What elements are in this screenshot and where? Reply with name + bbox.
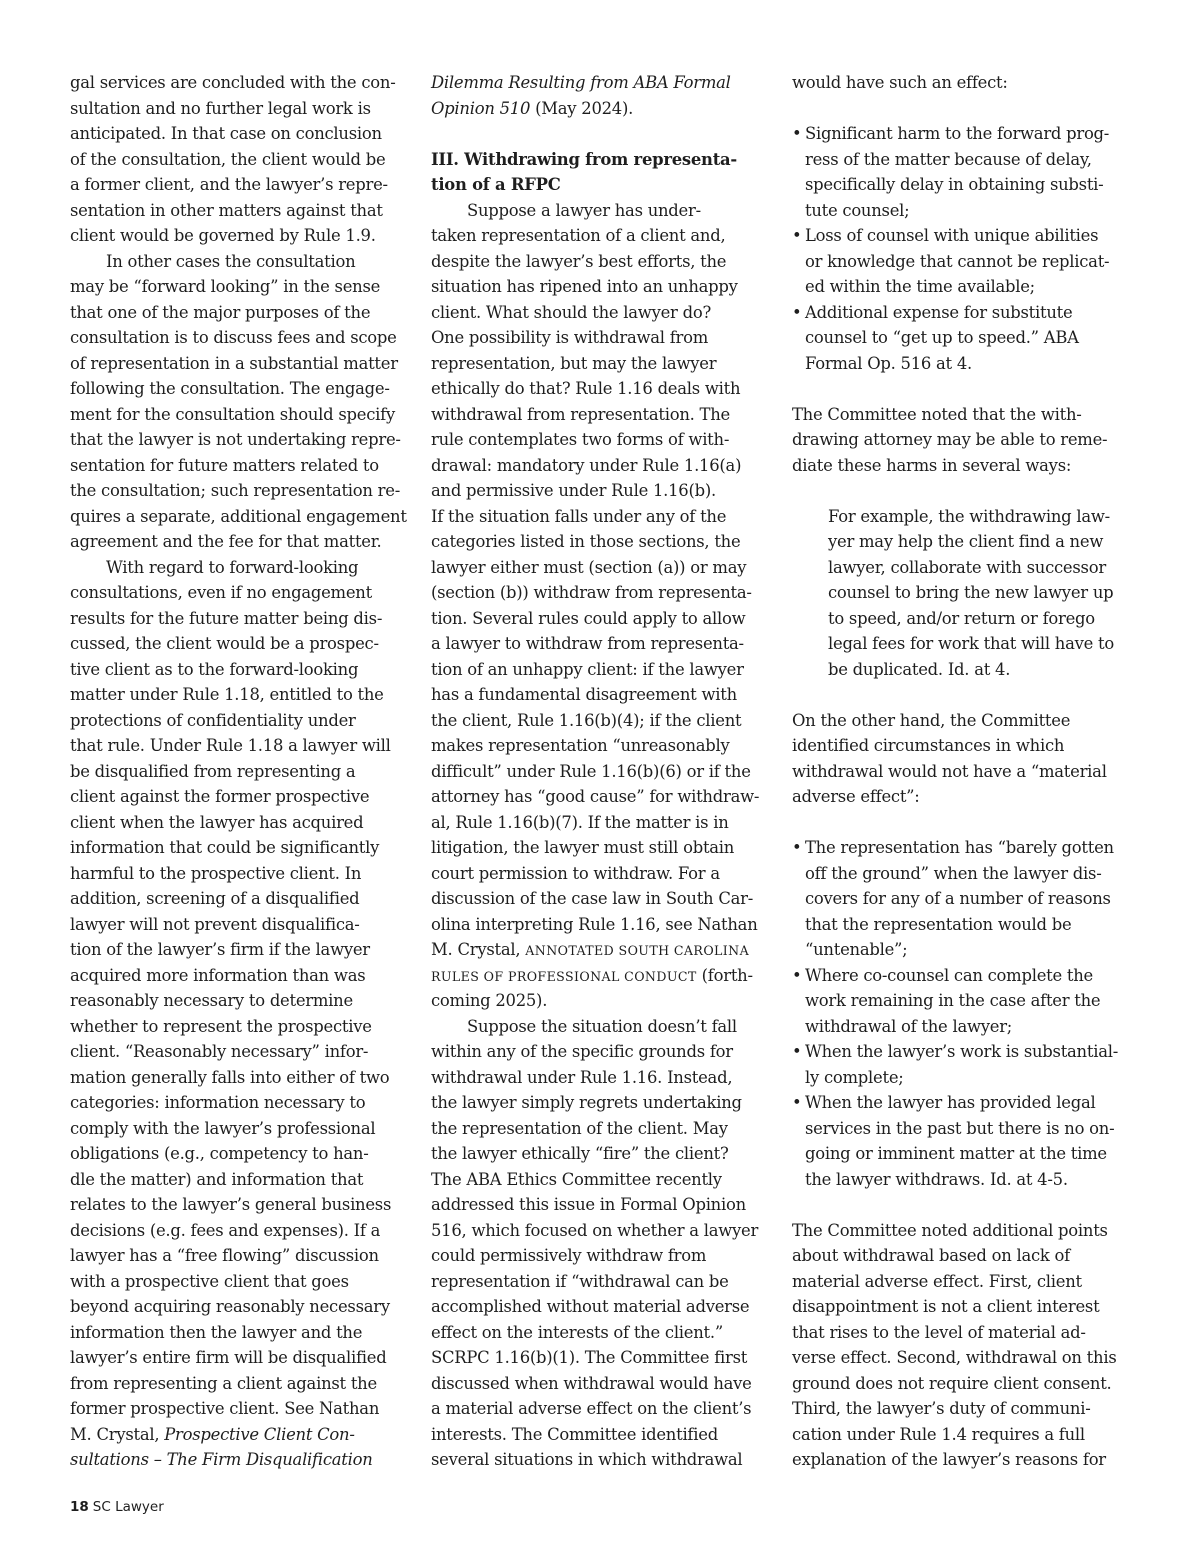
text-line: several situations in which withdrawal	[431, 1450, 743, 1469]
text-line: lawyer has a “free flowing” discussion	[70, 1246, 379, 1265]
text-line: SCRPC 1.16(b)(1). The Committee first	[431, 1348, 748, 1367]
bullet-list-line: “untenable”;	[805, 940, 908, 959]
text-line	[431, 937, 776, 963]
text-line: tion. Several rules could apply to allow	[431, 608, 746, 628]
bullet-list-line: ed within the time available;	[805, 277, 1035, 296]
bullet-list-line: • The representation has “barely gotten	[792, 835, 1132, 861]
text-line: of representation in a substantial matter	[70, 353, 398, 373]
section-heading-line: III. Withdrawing from representa-	[431, 149, 737, 169]
text-line: agreement and the fee for that matter.	[70, 532, 382, 551]
blockquote-line: counsel to bring the new lawyer up	[828, 583, 1114, 602]
text-line: makes representation “unreasonably	[431, 736, 730, 755]
bullet-list-line: ly complete;	[805, 1067, 904, 1087]
text-line: that one of the major purposes of the	[70, 302, 371, 322]
text-line: If the situation falls under any of the	[431, 506, 727, 526]
text-line: that rule. Under Rule 1.18 a lawyer will	[70, 736, 391, 755]
text-line: addition, screening of a disqualified	[70, 889, 360, 908]
text-line: attorney has “good cause” for withdraw-	[431, 787, 760, 806]
bullet-list-line: services in the past but there is no on-	[805, 1118, 1115, 1138]
text-line: obligations (e.g., competency to han-	[70, 1144, 369, 1163]
bullet-list-line: ress of the matter because of delay,	[805, 149, 1092, 169]
text-line: about withdrawal based on lack of	[792, 1246, 1070, 1265]
text-line: the client, Rule 1.16(b)(4); if the client	[431, 710, 742, 730]
text-line: Third, the lawyer’s duty of communi-	[792, 1399, 1091, 1418]
bullet-list-line: that the representation would be	[805, 914, 1072, 934]
text-line: within any of the specific grounds for	[431, 1042, 733, 1061]
text-line: cussed, the client would be a prospec-	[70, 634, 379, 653]
text-run: (May 2024).	[530, 98, 634, 118]
text-line: tive client as to the forward-looking	[70, 659, 359, 679]
text-line: information that could be significantly	[70, 838, 380, 857]
text-line: that rises to the level of material ad-	[792, 1322, 1086, 1342]
text-line: The Committee noted that the with-	[792, 404, 1082, 424]
text-line: diate these harms in several ways:	[792, 455, 1072, 475]
text-run: M. Crystal,	[431, 940, 526, 959]
text-line: Suppose the situation doesn’t fall	[467, 1016, 737, 1036]
text-line: (section (b)) withdraw from representa-	[431, 583, 752, 602]
text-line: decisions (e.g. fees and expenses). If a	[70, 1220, 381, 1240]
text-line: protections of confidentiality under	[70, 710, 356, 730]
text-line: The Committee noted additional points	[792, 1220, 1108, 1240]
text-line: lawyer’s entire firm will be disqualified	[70, 1348, 387, 1367]
text-line: categories: information necessary to	[70, 1093, 366, 1112]
blockquote-line: be duplicated. Id. at 4.	[828, 659, 1011, 679]
spacer	[792, 376, 1132, 402]
bullet-list-line: • Loss of counsel with unique abilities	[792, 223, 1132, 249]
text-line: olina interpreting Rule 1.16, see Nathan	[431, 914, 758, 934]
text-line: harmful to the prospective client. In	[70, 863, 362, 883]
text-line: reasonably necessary to determine	[70, 991, 353, 1010]
column-3	[792, 70, 1132, 1473]
text-line: With regard to forward-looking	[106, 557, 359, 577]
text-line: The ABA Ethics Committee recently	[431, 1169, 722, 1189]
bullet-list-line: • Additional expense for substitute	[792, 300, 1132, 326]
text-line: and permissive under Rule 1.16(b).	[431, 481, 716, 500]
text-line: litigation, the lawyer must still obtain	[431, 838, 735, 857]
text-line: drawal: mandatory under Rule 1.16(a)	[431, 455, 742, 475]
text-line: sentation for future matters related to	[70, 455, 379, 475]
text-line: a former client, and the lawyer’s repre-	[70, 175, 388, 194]
bullet-list-line: going or imminent matter at the time	[805, 1144, 1107, 1163]
text-line	[70, 1422, 410, 1448]
text-line: tion of an unhappy client: if the lawyer	[431, 659, 744, 679]
spacer	[792, 478, 1132, 504]
text-line: lawyer either must (section (a)) or may	[431, 557, 747, 577]
text-line: disappointment is not a client interest	[792, 1297, 1100, 1316]
text-line: difficult” under Rule 1.16(b)(6) or if the	[431, 761, 751, 781]
page-number: 18	[70, 1499, 89, 1515]
text-line: from representing a client against the	[70, 1373, 377, 1393]
text-line: ethically do that? Rule 1.16 deals with	[431, 379, 741, 398]
italic-run: sultations – The Firm Disqualification	[70, 1450, 373, 1469]
text-line: withdrawal from representation. The	[431, 404, 730, 424]
text-line: the lawyer simply regrets undertaking	[431, 1093, 742, 1112]
text-line: a material adverse effect on the client’s	[431, 1399, 752, 1418]
blockquote-line: lawyer, collaborate with successor	[828, 557, 1106, 577]
text-line: the representation of the client. May	[431, 1118, 728, 1138]
text-line: client. “Reasonably necessary” infor-	[70, 1042, 369, 1061]
text-line: client when the lawyer has acquired	[70, 812, 364, 832]
text-line: ground does not require client consent.	[792, 1373, 1112, 1393]
text-line: sentation in other matters against that	[70, 200, 383, 220]
text-line: discussion of the case law in South Car-	[431, 889, 754, 908]
text-line: would have such an effect:	[792, 73, 1008, 92]
text-line: One possibility is withdrawal from	[431, 328, 709, 347]
text-line: tion of the lawyer’s firm if the lawyer	[70, 940, 370, 959]
text-line: has a fundamental disagreement with	[431, 685, 737, 704]
text-line: cation under Rule 1.4 requires a full	[792, 1424, 1085, 1444]
text-line	[431, 963, 776, 989]
text-line: the consultation; such representation re-	[70, 481, 400, 500]
bullet-list-line: off the ground” when the lawyer dis-	[805, 863, 1102, 883]
spacer	[792, 810, 1132, 836]
text-line: anticipated. In that case on conclusion	[70, 124, 382, 143]
text-line: with a prospective client that goes	[70, 1271, 349, 1291]
small-caps-run: ANNOTATED SOUTH CAROLINA	[525, 943, 750, 958]
page-footer	[70, 1499, 164, 1515]
spacer	[792, 1192, 1132, 1218]
text-line: In other cases the consultation	[106, 251, 356, 271]
text-line: relates to the lawyer’s general business	[70, 1195, 392, 1214]
text-line: Suppose a lawyer has under-	[467, 200, 701, 220]
text-line: gal services are concluded with the con-	[70, 73, 396, 92]
bullet-list-line: Formal Op. 516 at 4.	[805, 353, 972, 373]
text-line: situation has ripened into an unhappy	[431, 277, 738, 296]
text-line: withdrawal under Rule 1.16. Instead,	[431, 1067, 733, 1087]
text-line: following the consultation. The engage-	[70, 379, 390, 398]
blockquote-line: to speed, and/or return or forego	[828, 608, 1095, 628]
text-line: client against the former prospective	[70, 787, 370, 806]
text-line: identified circumstances in which	[792, 736, 1065, 755]
text-line: sultation and no further legal work is	[70, 98, 371, 118]
text-line	[431, 70, 776, 96]
text-line: client would be governed by Rule 1.9.	[70, 226, 376, 245]
text-line: coming 2025).	[431, 991, 548, 1010]
column-2	[431, 70, 776, 1473]
publication-name: SC Lawyer	[92, 1499, 164, 1515]
text-line: representation if “withdrawal can be	[431, 1271, 729, 1291]
text-line: court permission to withdraw. For a	[431, 863, 720, 883]
bullet-list-line: specifically delay in obtaining substi-	[805, 175, 1104, 194]
text-line: categories listed in those sections, the	[431, 532, 741, 551]
text-line: may be “forward looking” in the sense	[70, 277, 381, 296]
text-line: of the consultation, the client would be	[70, 149, 386, 169]
bullet-list-line: • When the lawyer’s work is substantial-	[792, 1039, 1132, 1065]
text-line: discussed when withdrawal would have	[431, 1373, 752, 1393]
text-line: beyond acquiring reasonably necessary	[70, 1297, 390, 1316]
spacer	[792, 96, 1132, 122]
spacer	[431, 121, 776, 147]
text-line: results for the future matter being dis-	[70, 608, 383, 628]
italic-run: Opinion 510	[431, 98, 531, 118]
blockquote-line: For example, the withdrawing law-	[828, 506, 1110, 526]
bullet-list-line: work remaining in the case after the	[805, 991, 1101, 1010]
text-line: client. What should the lawyer do?	[431, 302, 711, 322]
text-line: quires a separate, additional engagement	[70, 506, 407, 526]
section-heading-line: tion of a RFPC	[431, 175, 561, 194]
text-line: consultation is to discuss fees and scope	[70, 328, 397, 347]
bullet-list-line: counsel to “get up to speed.” ABA	[805, 328, 1079, 347]
text-line: comply with the lawyer’s professional	[70, 1118, 376, 1138]
text-line: interests. The Committee identified	[431, 1424, 718, 1444]
text-run: M. Crystal,	[70, 1424, 165, 1444]
text-line: taken representation of a client and,	[431, 226, 726, 245]
text-line: dle the matter) and information that	[70, 1169, 364, 1189]
text-line: explanation of the lawyer’s reasons for	[792, 1450, 1106, 1469]
text-line	[70, 1447, 410, 1473]
text-line: consultations, even if no engagement	[70, 583, 372, 602]
blockquote-line: legal fees for work that will have to	[828, 634, 1114, 653]
bullet-list-line: or knowledge that cannot be replicat-	[805, 251, 1110, 271]
italic-run: Dilemma Resulting from ABA Formal	[431, 73, 731, 92]
bullet-list-line: tute counsel;	[805, 200, 910, 220]
text-line: acquired more information than was	[70, 965, 366, 985]
text-line: be disqualified from representing a	[70, 761, 356, 781]
text-line: that the lawyer is not undertaking repre-	[70, 430, 401, 449]
text-line: 516, which focused on whether a lawyer	[431, 1220, 759, 1240]
text-line: the lawyer ethically “fire” the client?	[431, 1144, 729, 1163]
text-line: addressed this issue in Formal Opinion	[431, 1195, 746, 1214]
small-caps-run: RULES OF PROFESSIONAL CONDUCT	[431, 968, 697, 984]
bullet-list-line: covers for any of a number of reasons	[805, 889, 1111, 908]
text-line: ment for the consultation should specify	[70, 404, 395, 424]
bullet-list-line: • Significant harm to the forward prog-	[792, 121, 1132, 147]
text-line: information then the lawyer and the	[70, 1322, 363, 1342]
text-line: adverse effect”:	[792, 787, 920, 806]
bullet-list-line: • Where co-counsel can complete the	[792, 963, 1132, 989]
text-line: lawyer will not prevent disqualifica-	[70, 914, 360, 934]
text-line: whether to represent the prospective	[70, 1016, 372, 1036]
text-run: (forth-	[696, 965, 753, 985]
bullet-list-line: • When the lawyer has provided legal	[792, 1090, 1132, 1116]
text-line: accomplished without material adverse	[431, 1297, 750, 1316]
column-1	[70, 70, 410, 1473]
text-line: mation generally falls into either of two	[70, 1067, 390, 1087]
text-line	[431, 96, 776, 122]
text-line: rule contemplates two forms of with-	[431, 430, 730, 449]
bullet-list-line: withdrawal of the lawyer;	[805, 1016, 1013, 1036]
text-line: al, Rule 1.16(b)(7). If the matter is in	[431, 812, 729, 832]
text-line: representation, but may the lawyer	[431, 353, 717, 373]
text-line: effect on the interests of the client.”	[431, 1322, 723, 1342]
blockquote-line: yer may help the client find a new	[828, 532, 1104, 551]
spacer	[792, 682, 1132, 708]
text-line: despite the lawyer’s best efforts, the	[431, 251, 727, 271]
text-line: verse effect. Second, withdrawal on this	[792, 1348, 1117, 1367]
text-line: material adverse effect. First, client	[792, 1271, 1082, 1291]
text-line: a lawyer to withdraw from representa-	[431, 634, 744, 653]
text-line: former prospective client. See Nathan	[70, 1399, 380, 1418]
text-line: matter under Rule 1.18, entitled to the	[70, 685, 384, 704]
text-line: withdrawal would not have a “material	[792, 761, 1107, 781]
bullet-list-line: the lawyer withdraws. Id. at 4-5.	[805, 1169, 1068, 1189]
text-line: On the other hand, the Committee	[792, 710, 1071, 730]
text-line: could permissively withdraw from	[431, 1246, 707, 1265]
text-line: drawing attorney may be able to reme-	[792, 430, 1108, 449]
italic-run: Prospective Client Con-	[164, 1424, 355, 1444]
